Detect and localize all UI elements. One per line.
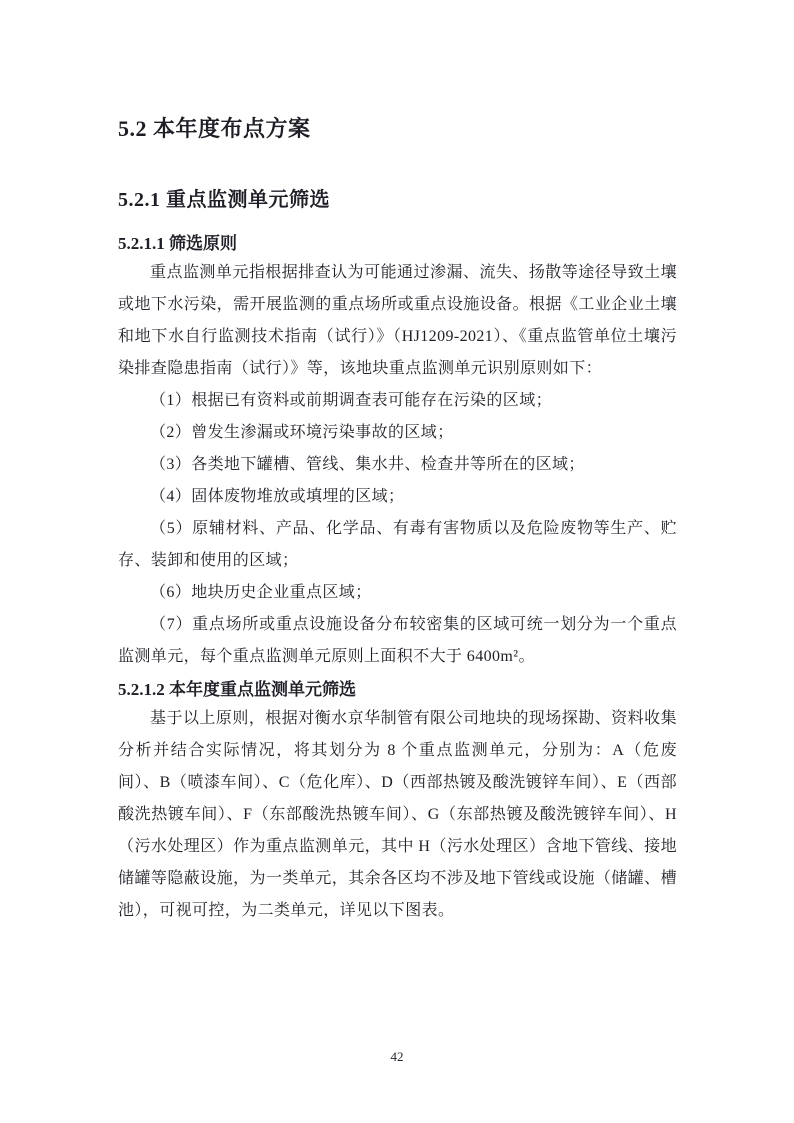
- section-heading-5-2-1-1: 5.2.1.1 筛选原则: [118, 234, 237, 253]
- section-heading-5-2-1: 5.2.1 重点监测单元筛选: [118, 189, 330, 211]
- principle-item-3: （3）各类地下罐槽、管线、集水井、检查井等所在的区域；: [150, 456, 585, 473]
- page-number: 42: [390, 1049, 404, 1064]
- principle-item-7: （7）重点场所或重点设施设备分布较密集的区域可统一划分为一个重点监测单元，每个重点监测单元原则上面积不大于 6400m²。: [118, 616, 677, 665]
- principle-item-6: （6）地块历史企业重点区域；: [150, 584, 372, 601]
- page-content: [118, 0, 677, 927]
- screening-principles-intro: 重点监测单元指根据排查认为可能通过渗漏、流失、扬散等途径导致土壤或地下水污染，需开展监测的重点场所或重点设施设备。根据《工业企业土壤和地下水自行监测技术指南（试行）》（HJ1209-2021）、《重点监管单位土壤污染排查隐患指南（试行）》等，该地块重点监测单元识别原则如下：: [118, 264, 677, 377]
- principle-item-1: （1）根据已有资料或前期调查表可能存在污染的区域；: [150, 392, 553, 409]
- principle-item-2: （2）曾发生渗漏或环境污染事故的区域；: [150, 424, 454, 441]
- section-heading-5-2-1-2: 5.2.1.2 本年度重点监测单元筛选: [118, 680, 356, 699]
- section-heading-5-2: 5.2 本年度布点方案: [118, 116, 311, 141]
- principle-item-5: （5）原辅材料、产品、化学品、有毒有害物质以及危险废物等生产、贮存、装卸和使用的区域；: [118, 520, 677, 569]
- unit-screening-paragraph: 基于以上原则，根据对衡水京华制管有限公司地块的现场探勘、资料收集分析并结合实际情况，将其划分为 8 个重点监测单元，分别为：A（危废间）、B（喷漆车间）、C（危化库）、D（西部热镀及酸洗镀锌车间）、E（西部酸洗热镀车间）、F（东部酸洗热镀车间）、G（东部热镀及酸洗镀锌车间）、H（污水处理区）作为重点监测单元，其中 H（污水处理区）含地下管线、接地储罐等隐蔽设施，为一类单元，其余各区均不涉及地下管线或设施（储罐、槽池），可视可控，为二类单元，详见以下图表。: [118, 710, 677, 919]
- principle-item-4: （4）固体废物堆放或填埋的区域；: [150, 488, 405, 505]
